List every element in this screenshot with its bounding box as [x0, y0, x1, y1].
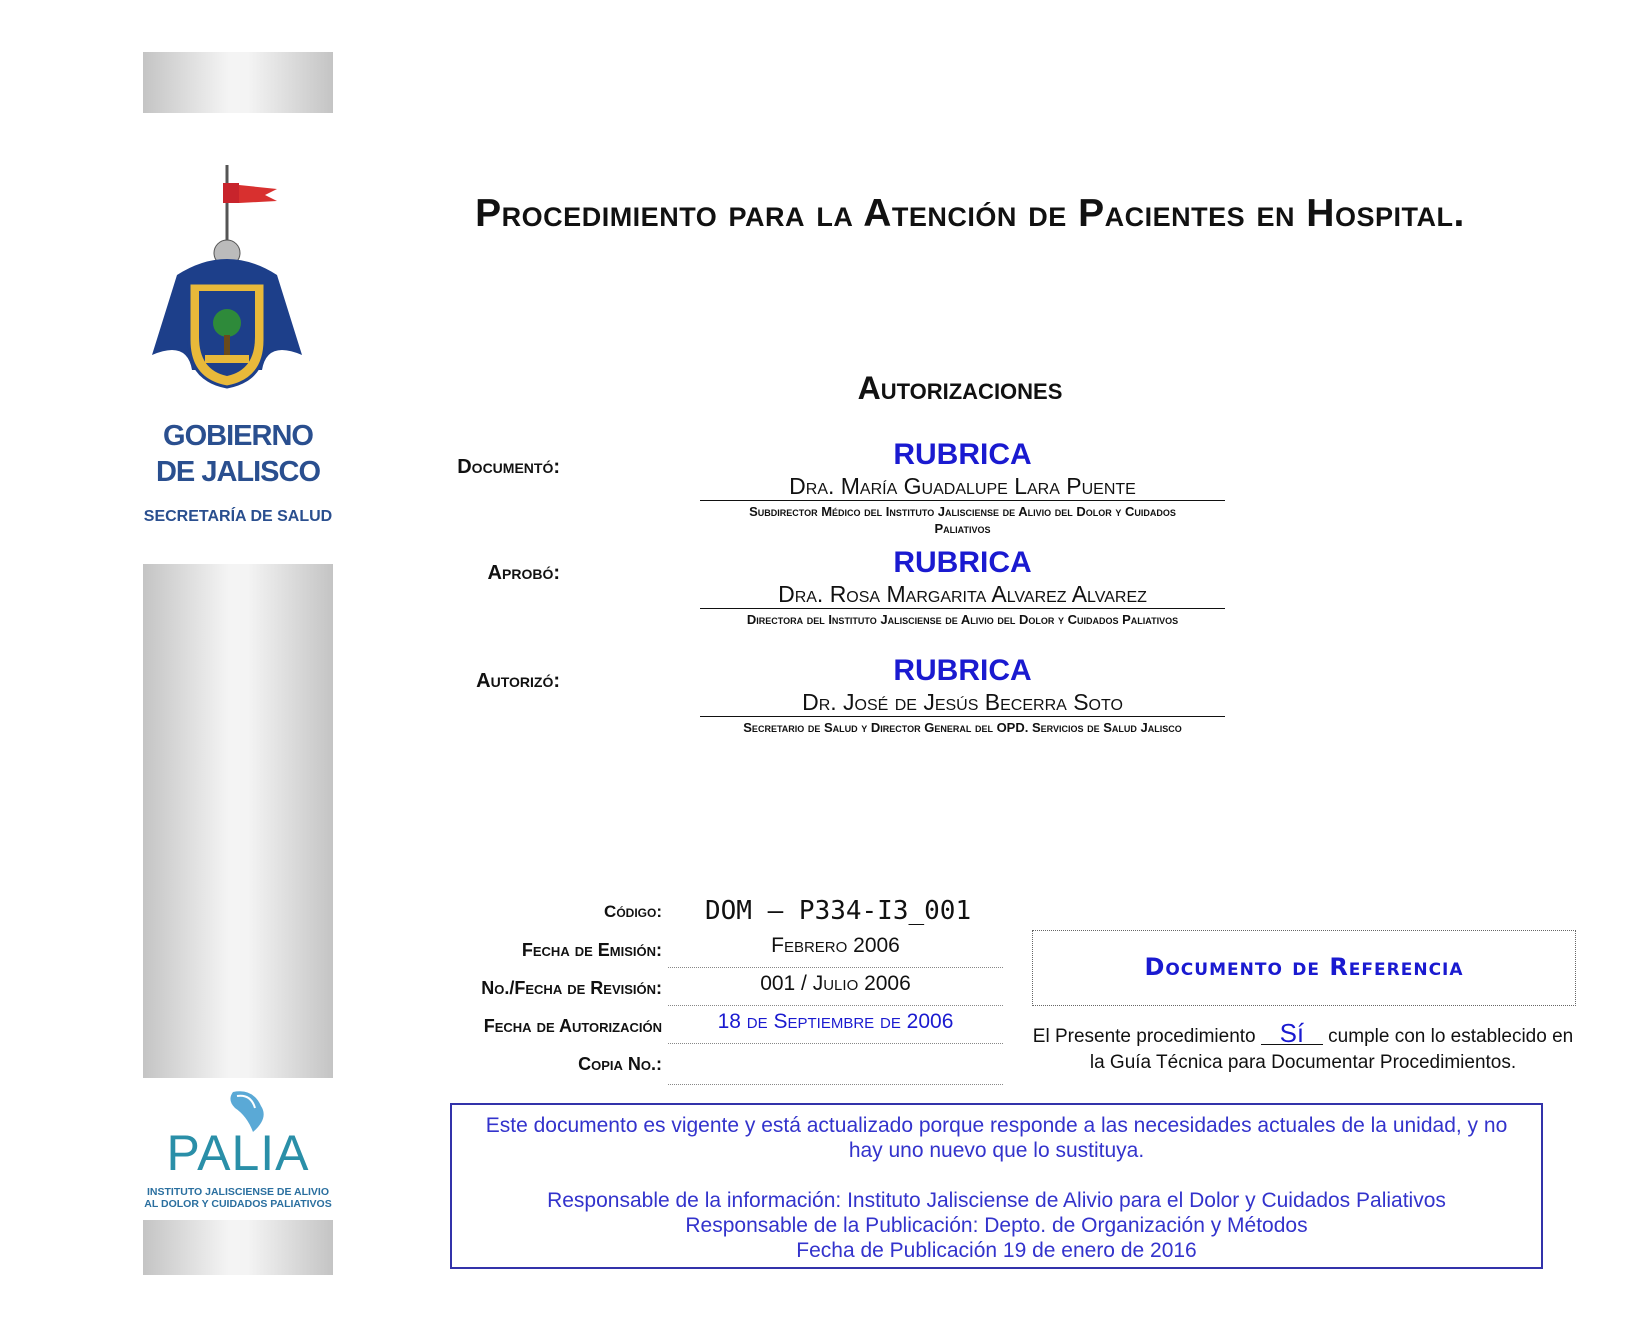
department-name: SECRETARÍA DE SALUD [143, 508, 333, 525]
reference-statement [1032, 1018, 1574, 1076]
publication-notice [450, 1103, 1543, 1269]
signature-rubrica: RUBRICA [893, 546, 1032, 579]
palia-logo [143, 1078, 333, 1220]
signature-block-autorizo [700, 654, 1225, 736]
government-name-line2: DE JALISCO [155, 456, 321, 488]
reference-document-title: Documento de Referencia [1144, 953, 1464, 981]
signer-position: Secretario de Salud y Director General del OPD. Servicios de Salud Jalisco [743, 720, 1182, 735]
role-label-documento: Documentó: [457, 456, 560, 478]
reference-answer: Sí [1261, 1022, 1323, 1045]
emission-date: Febrero 2006 [668, 934, 1003, 968]
revision-label: No./Fecha de Revisión: [481, 978, 662, 998]
reference-document-box [1032, 930, 1576, 1006]
signature-rubrica: RUBRICA [893, 438, 1032, 471]
copy-number [668, 1048, 1003, 1085]
jalisco-coat-of-arms-icon [137, 165, 317, 405]
signer-position: Directora del Instituto Jalisciense de Alivio del Dolor y Cuidados Paliativos [746, 612, 1179, 627]
page-title: Procedimiento para la Atención de Pacientes en Hospital. [475, 192, 1465, 235]
sidebar-top-bar [143, 52, 333, 113]
notice-publication-responsible: Responsable de la Publicación: Depto. de Organización y Métodos [685, 1214, 1308, 1237]
copy-number-label: Copia No.: [578, 1054, 662, 1074]
role-label-aprobo: Aprobó: [487, 562, 560, 584]
authorization-date: 18 de Septiembre de 2006 [668, 1010, 1003, 1044]
document-code: DOM – P334-I3_001 [705, 896, 972, 926]
palia-subtitle-line2: AL DOLOR Y CUIDADOS PALIATIVOS [144, 1198, 332, 1210]
notice-info-responsible: Responsable de la información: Instituto Jalisciense de Alivio para el Dolor y Cuidados Paliativos [547, 1189, 1446, 1212]
revision-value: 001 / Julio 2006 [668, 972, 1003, 1006]
signature-block-documento [700, 438, 1225, 537]
code-label: Código: [604, 902, 662, 921]
signature-block-aprobo [700, 546, 1225, 628]
notice-publication-date: Fecha de Publicación 19 de enero de 2016 [796, 1239, 1197, 1262]
emission-date-label: Fecha de Emisión: [521, 940, 662, 960]
government-name [143, 418, 333, 490]
signer-position: Subdirector Médico del Instituto Jalisciense de Alivio del Dolor y Cuidados Paliativos [749, 504, 1176, 536]
palia-subtitle [143, 1186, 333, 1210]
signer-name: Dr. José de Jesús Becerra Soto [700, 688, 1225, 717]
government-name-line1: GOBIERNO [163, 420, 313, 452]
signer-name: Dra. María Guadalupe Lara Puente [700, 472, 1225, 501]
role-label-autorizo: Autorizó: [476, 670, 560, 692]
authorizations-heading: Autorizaciones [857, 370, 1063, 406]
authorization-date-label: Fecha de Autorización [483, 1016, 662, 1036]
palia-subtitle-line1: INSTITUTO JALISCIENSE DE ALIVIO [146, 1186, 330, 1198]
reference-text-before: El Presente procedimiento [1032, 1026, 1256, 1047]
notice-validity: Este documento es vigente y está actualizado porque responde a las necesidades actuales de la unidad, y no hay uno nuevo que lo sustituya. [485, 1114, 1508, 1162]
signer-name: Dra. Rosa Margarita Alvarez Alvarez [700, 580, 1225, 609]
palia-name: PALIA [166, 1125, 310, 1181]
signature-rubrica: RUBRICA [893, 654, 1032, 687]
reference-text-after: cumple con lo establecido en la Guía Técnica para Documentar Procedimientos. [1089, 1026, 1574, 1073]
